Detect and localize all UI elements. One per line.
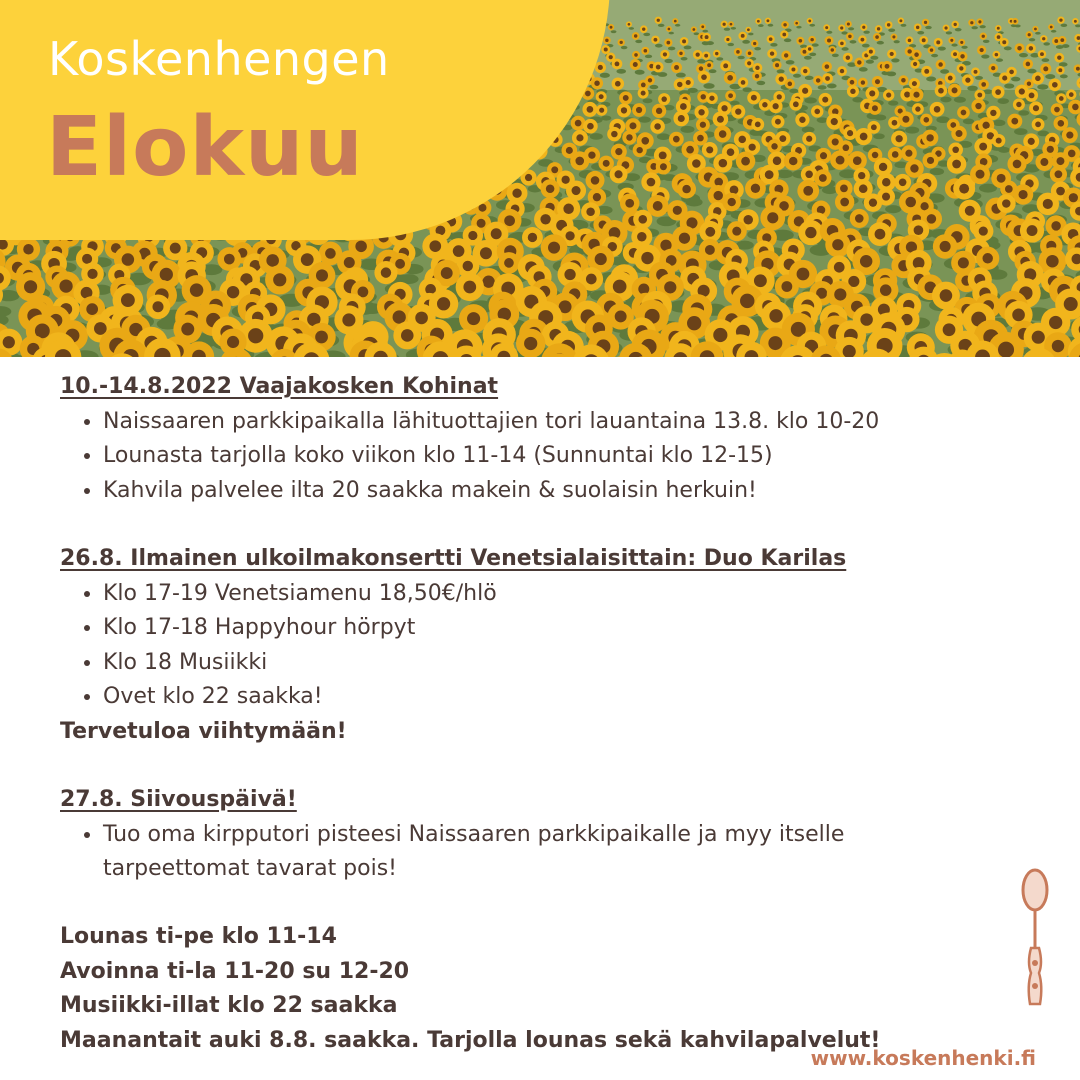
hero-banner [0, 0, 1080, 357]
month-title: Elokuu [46, 100, 364, 195]
opening-hours [60, 920, 880, 1058]
section-heading: 10.-14.8.2022 Vaajakosken Kohinat [60, 374, 499, 399]
section-list [60, 577, 1050, 715]
list-item: • Klo 17-19 Venetsiamenu 18,50€/hlö [103, 577, 1050, 612]
list-item: • Klo 18 Musiikki [103, 646, 1050, 681]
info-line: Avoinna ti-la 11-20 su 12-20 [60, 958, 410, 984]
list-item: • Tuo oma kirpputori pisteesi Naissaaren parkkipaikalle ja myy itselle tarpeettomat tavarat pois! [103, 818, 983, 887]
info-line: Musiikki-illat klo 22 saakka [60, 993, 398, 1018]
section-list [60, 818, 1050, 887]
info-line: Lounas ti-pe klo 11-14 [60, 924, 337, 949]
spoon-icon [1015, 868, 1055, 1010]
list-item: • Ovet klo 22 saakka! [103, 680, 1050, 715]
info-line: Maanantait auki 8.8. saakka. Tarjolla lounas sekä kahvilapalvelut! [60, 1027, 881, 1053]
section-list [60, 405, 1050, 509]
website-link[interactable]: www.koskenhenki.fi [810, 1046, 1036, 1070]
list-item: • Kahvila palvelee ilta 20 saakka makein & suolaisin herkuin! [103, 474, 1050, 509]
list-item: • Lounasta tarjolla koko viikon klo 11-14 (Sunnuntai klo 12-15) [103, 439, 1050, 474]
list-item: • Naissaaren parkkipaikalla lähituottajien tori lauantaina 13.8. klo 10-20 [103, 405, 1050, 440]
event-list [60, 370, 1050, 887]
section-heading: 27.8. Siivouspäivä! [60, 787, 297, 812]
section-heading: 26.8. Ilmainen ulkoilmakonsertti Venetsialaisittain: Duo Karilas [60, 546, 847, 571]
brand-name: Koskenhengen [48, 32, 390, 86]
closing-text: Tervetuloa viihtymään! [60, 718, 347, 744]
list-item: • Klo 17-18 Happyhour hörpyt [103, 611, 1050, 646]
